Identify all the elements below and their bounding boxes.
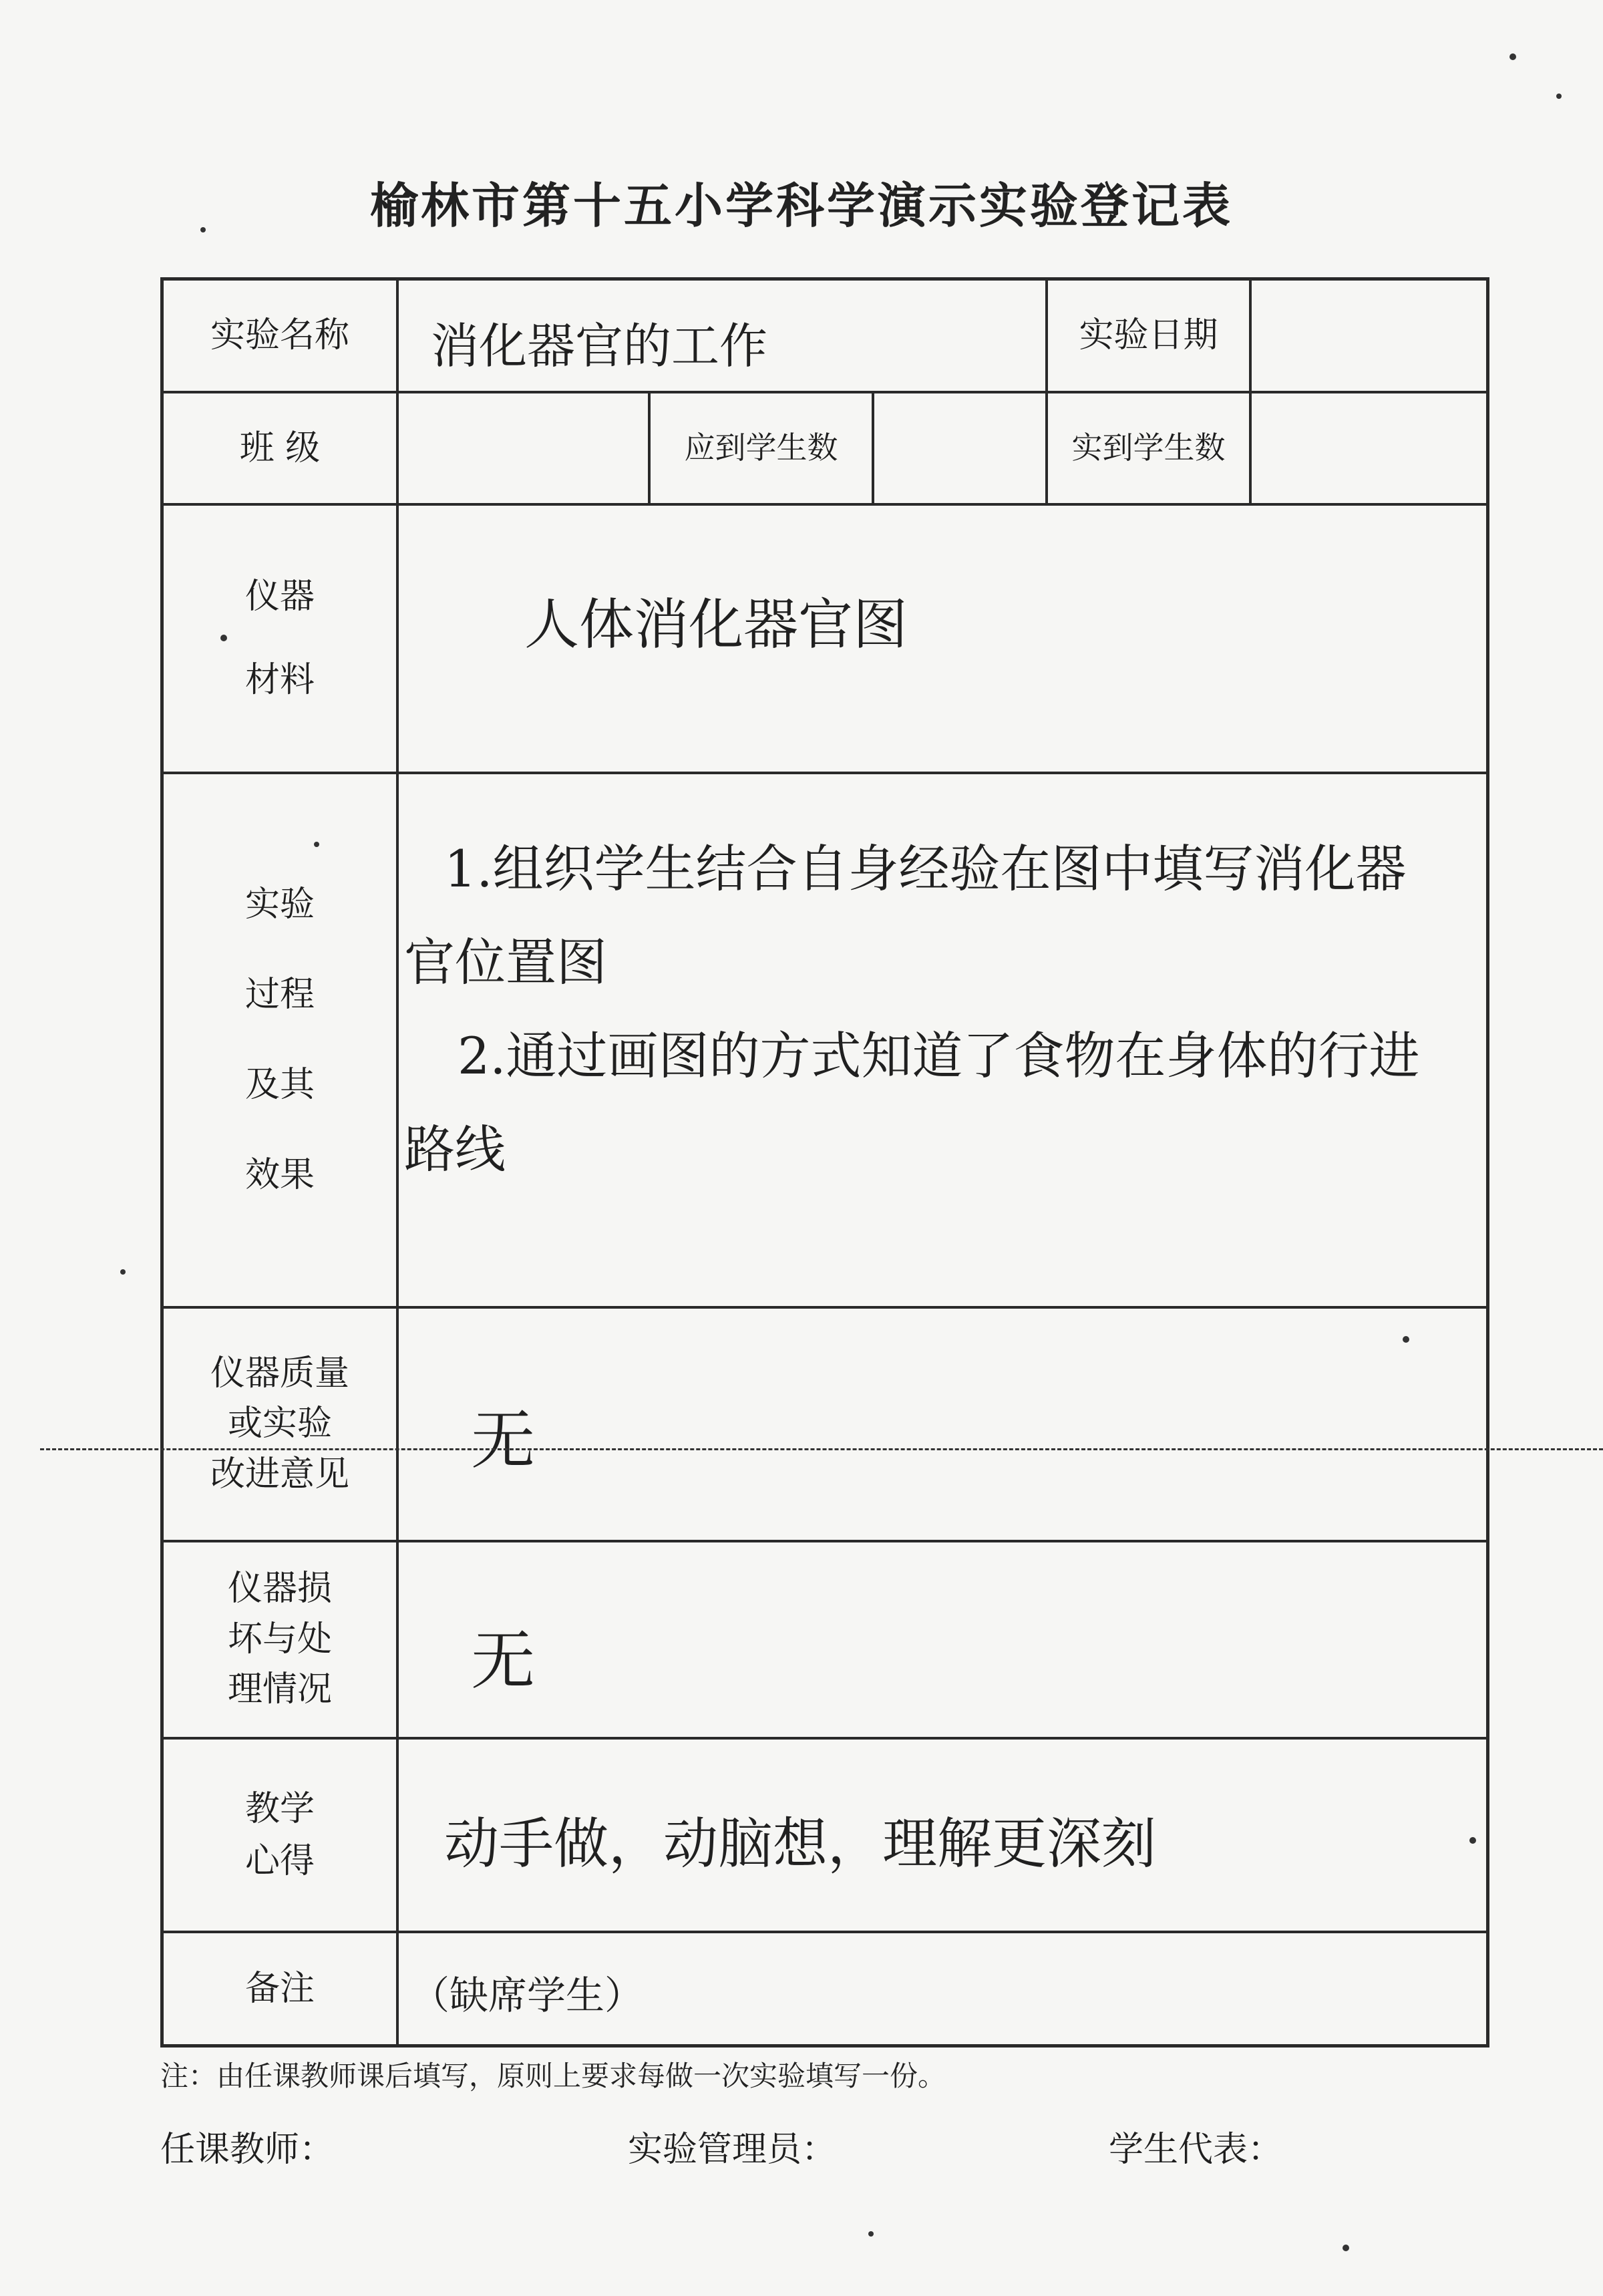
footnote: 注：由任课教师课后填写，原则上要求每做一次实验填写一份。 bbox=[160, 2060, 946, 2092]
scan-speck bbox=[868, 2231, 874, 2237]
process-line: 官位置图 bbox=[404, 933, 607, 992]
label-experiment-date: 实验日期 bbox=[1079, 315, 1218, 355]
scan-speck bbox=[120, 1269, 126, 1275]
scan-speck bbox=[1556, 94, 1562, 99]
materials-value: 人体消化器官图 bbox=[524, 593, 908, 657]
fold-line bbox=[40, 1448, 1603, 1450]
scan-speck bbox=[1403, 1336, 1409, 1343]
label-column-divider bbox=[396, 281, 399, 2044]
scan-speck bbox=[314, 842, 319, 847]
label-reflection: 教学 心得 bbox=[244, 1789, 315, 1881]
process-line: 2.通过画图的方式知道了食物在身体的行进 bbox=[458, 1026, 1420, 1086]
label-class: 班 级 bbox=[239, 428, 321, 468]
scan-speck bbox=[220, 635, 227, 641]
student-rep-signature-label: 学生代表： bbox=[1109, 2130, 1283, 2170]
process-line: 路线 bbox=[404, 1120, 506, 1179]
column-divider bbox=[872, 391, 874, 503]
label-remarks: 备注 bbox=[244, 1968, 315, 2009]
label-experiment-name: 实验名称 bbox=[210, 315, 349, 355]
scan-speck bbox=[1509, 53, 1516, 60]
column-divider bbox=[1249, 281, 1252, 503]
experiment-name-value: 消化器官的工作 bbox=[431, 318, 768, 374]
manager-signature-label: 实验管理员： bbox=[628, 2130, 837, 2170]
remarks-value: （缺席学生） bbox=[411, 1973, 644, 2018]
label-quality: 仪器质量 或实验 改进意见 bbox=[210, 1353, 349, 1494]
reflection-value: 动手做，动脑想，理解更深刻 bbox=[444, 1812, 1157, 1876]
label-damage: 仪器损 坏与处 理情况 bbox=[227, 1569, 332, 1710]
label-materials: 仪器 材料 bbox=[244, 577, 315, 700]
label-actual-students: 实到学生数 bbox=[1071, 430, 1226, 466]
label-process: 实验 过程 及其 效果 bbox=[244, 884, 315, 1196]
page-title: 榆林市第十五小学科学演示实验登记表 bbox=[369, 178, 1233, 234]
registration-form bbox=[160, 277, 1489, 2047]
label-expected-students: 应到学生数 bbox=[684, 430, 838, 466]
process-line: 1.组织学生结合自身经验在图中填写消化器 bbox=[444, 839, 1407, 898]
teacher-signature-label: 任课教师： bbox=[160, 2130, 335, 2170]
scan-speck bbox=[1469, 1837, 1476, 1844]
damage-value: 无 bbox=[471, 1623, 535, 1698]
scan-speck bbox=[200, 227, 206, 232]
scan-speck bbox=[1343, 2245, 1349, 2251]
quality-value: 无 bbox=[471, 1403, 535, 1478]
